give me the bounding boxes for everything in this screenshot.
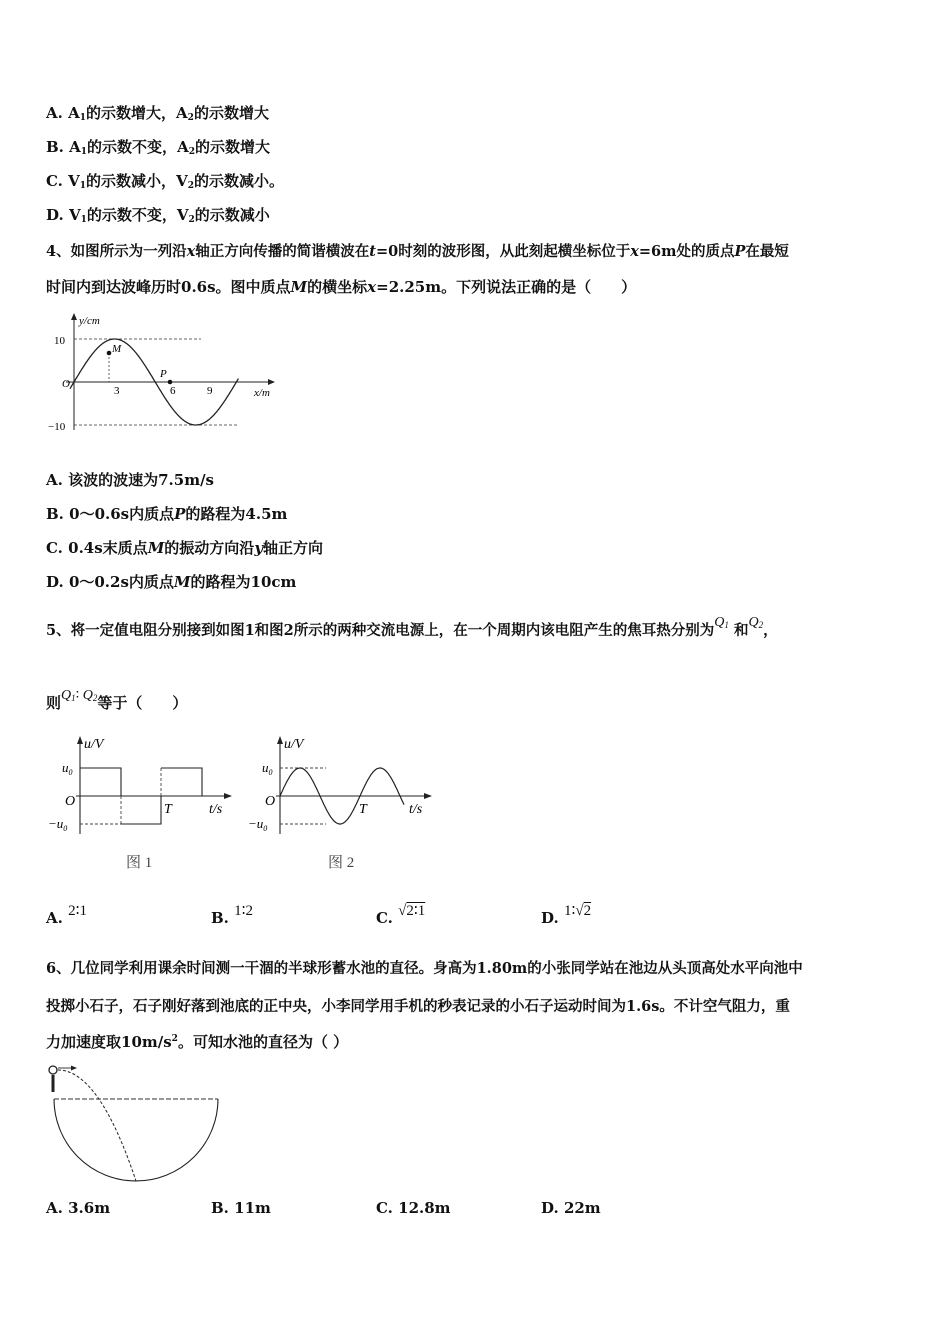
point-m [107, 351, 112, 356]
fig1-y-label: u/V [84, 737, 104, 752]
q6-pool-figure [44, 1062, 224, 1187]
q5-option-c: C. √2∶1 [376, 903, 426, 927]
person-head [49, 1066, 57, 1074]
fig1-x-label: t/s [209, 802, 223, 817]
tick-3: 3 [114, 385, 120, 397]
q5-figure-1 [46, 734, 246, 874]
q3-option-a: A. $A_1$的示数增大，$A_2$的示数增大 [46, 104, 269, 123]
stone-trajectory [58, 1070, 136, 1181]
q5-option-a: A. 2∶1 [46, 903, 88, 927]
q6-stem-line2: 投掷小石子，石子刚好落到池底的正中央，小李同学用手机的秒表记录的小石子运动时间为1.6s。不计空气阻力，重 [46, 998, 790, 1015]
point-p-label: P [160, 368, 167, 380]
q3-option-d: D. $V_1$的示数不变，$V_2$的示数减小 [46, 206, 270, 225]
tick-6: 6 [170, 385, 176, 397]
q5-option-b: B. 1∶2 [211, 903, 254, 927]
q4-option-c: C. 0.4s末质点M的振动方向沿y轴正方向 [46, 539, 324, 557]
x-axis-label: x/m [254, 387, 270, 399]
q4-option-a: A. 该波的波速为7.5m/s [46, 471, 215, 489]
q5-option-d: D. 1∶√2 [541, 903, 592, 927]
q5-stem-line1: 5、将一定值电阻分别接到如图1和图2所示的两种交流电源上，在一个周期内该电阻产生的焦耳热分别为$Q_1$ 和$Q_2$， [46, 615, 778, 639]
point-p [168, 380, 173, 385]
origin-label: O [62, 378, 70, 390]
q4-option-d: D. 0～0.2s内质点M的路程为10cm [46, 573, 297, 591]
fig1-T: T [164, 802, 172, 817]
fig1-origin: O [65, 794, 76, 809]
fig2-caption: 图 2 [328, 855, 355, 871]
fig2-neg-u0: $-u_0$ [248, 816, 268, 833]
q6-option-c: C. 12.8m [376, 1199, 451, 1217]
y-max-label: 10 [54, 335, 65, 347]
q4-option-b: B. 0～0.6s内质点P的路程为4.5m [46, 505, 288, 523]
fig1-neg-u0: $-u_0$ [48, 816, 68, 833]
point-m-label: M [112, 343, 122, 355]
q6-stem-line1: 6、几位同学利用课余时间测一干涸的半球形蓄水池的直径。身高为1.80m的小张同学站在池边从头顶高处水平向池中 [46, 960, 803, 977]
q5-figure-2 [246, 734, 446, 874]
q4-wave-graph [46, 310, 286, 440]
fig1-u0: $u_0$ [62, 760, 73, 777]
q4-stem-line1: 4、如图所示为一列沿x轴正方向传播的简谐横波在t=0时刻的波形图，从此刻起横坐标位于x=6m处的质点P在最短 [46, 243, 789, 260]
q3-option-c: C. $V_1$的示数减小，$V_2$的示数减小。 [46, 172, 284, 191]
q6-option-b: B. 11m [211, 1199, 271, 1217]
fig2-y-label: u/V [284, 737, 304, 752]
y-min-label: −10 [48, 421, 66, 433]
fig2-origin: O [265, 794, 276, 809]
fig2-u0: $u_0$ [262, 760, 273, 777]
q4-stem-line2: 时间内到达波峰历时0.6s。图中质点M的横坐标x=2.25m。下列说法正确的是（ ） [46, 278, 637, 296]
q3-option-b: B. $A_1$的示数不变，$A_2$的示数增大 [46, 138, 270, 157]
fig2-x-label: t/s [409, 802, 423, 817]
tick-9: 9 [207, 385, 213, 397]
pool-arc [54, 1099, 218, 1181]
q6-option-d: D. 22m [541, 1199, 601, 1217]
y-axis-label: y/cm [79, 315, 100, 327]
fig2-T: T [359, 802, 367, 817]
fig1-caption: 图 1 [126, 855, 153, 871]
q6-option-a: A. 3.6m [46, 1199, 111, 1217]
q6-stem-line3: 力加速度取$10m/s^2$。可知水池的直径为（ ） [46, 1033, 349, 1051]
q5-stem-line2: 则$Q_1∶$ $Q_2$等于（ ） [46, 688, 188, 712]
